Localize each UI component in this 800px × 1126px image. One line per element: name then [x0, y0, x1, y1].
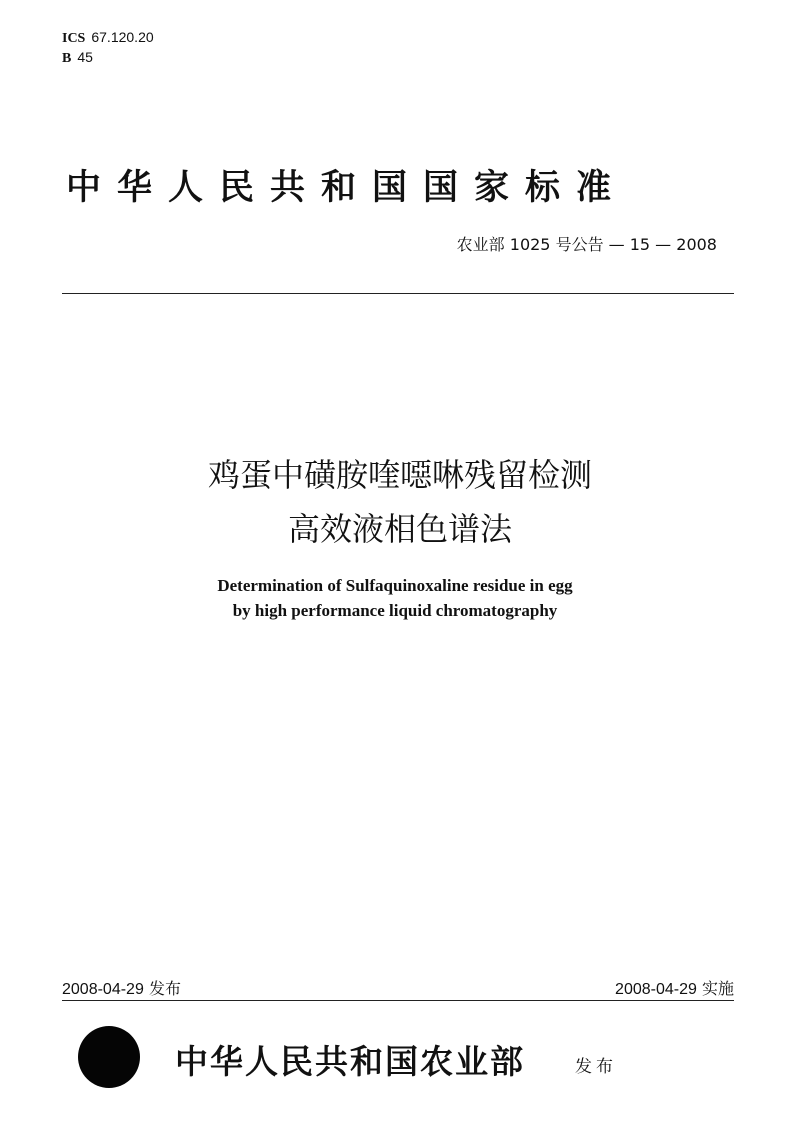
ccs-label: B — [62, 51, 72, 66]
standard-number: 农业部 1025 号公告 — 15 — 2008 — [456, 235, 717, 254]
chinese-title-line-2: 高效液相色谱法 — [287, 510, 512, 548]
issue-date-label: 发布 — [148, 979, 181, 998]
emblem-icon — [78, 1026, 140, 1088]
english-title-line-2: by high performance liquid chromatography — [232, 601, 558, 620]
ics-code-line — [62, 28, 154, 48]
implementation-date-value: 2008-04-29 — [615, 981, 697, 998]
issue-date-value: 2008-04-29 — [62, 981, 144, 998]
ics-label: ICS — [62, 31, 86, 46]
classification-codes — [62, 28, 154, 68]
ics-code: 67.120.20 — [91, 29, 154, 45]
ccs-code-line — [62, 48, 154, 68]
top-divider — [62, 293, 734, 294]
issuing-ministry: 中华人民共和国农业部 — [175, 1042, 525, 1081]
issue-date — [62, 976, 181, 999]
implementation-date — [615, 976, 734, 999]
implementation-date-label: 实施 — [701, 979, 734, 998]
ccs-code: 45 — [77, 49, 93, 65]
bottom-divider — [62, 1000, 734, 1001]
chinese-title-line-1: 鸡蛋中磺胺喹噁啉残留检测 — [207, 456, 592, 494]
issued-label: 发布 — [575, 1057, 617, 1077]
national-standard-title: 中华人民共和国国家标准 — [66, 168, 628, 208]
english-title-line-1: Determination of Sulfaquinoxaline residue in egg — [217, 576, 573, 595]
